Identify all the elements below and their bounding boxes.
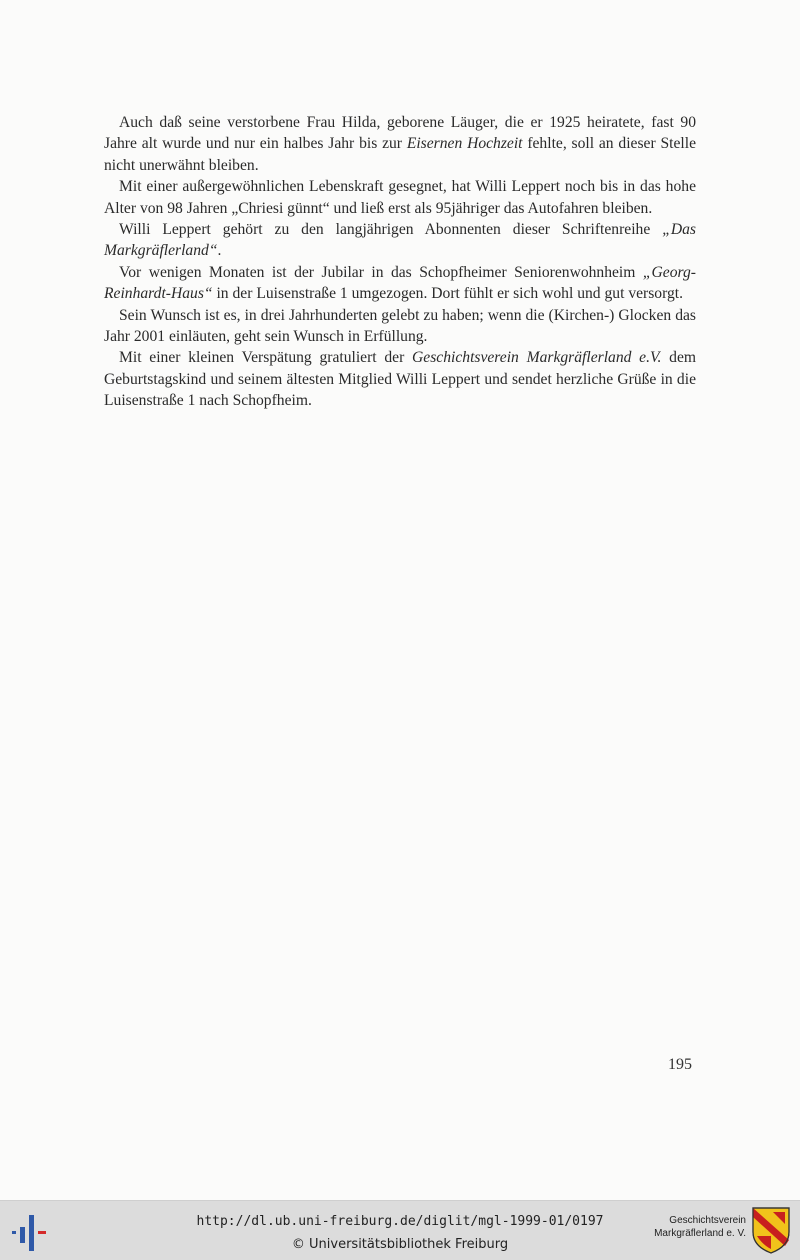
- italic-text: „Das Markgräflerland“: [104, 221, 696, 260]
- copyright-notice: © Universitätsbibliothek Freiburg: [291, 1237, 509, 1252]
- italic-text: Geschichtsverein Markgräflerland e.V.: [412, 349, 662, 367]
- text-run: Mit einer außergewöhnlichen Lebenskraft gesegnet, hat Willi Leppert noch bis in das hohe Alter von 98 Jahren „Chriesi günnt“ und ließ erst als 95jähriger das Autofahren bleiben.: [104, 178, 696, 217]
- paragraph: [104, 305, 696, 348]
- text-run: in der Luisenstraße 1 umgezogen. Dort fühlt er sich wohl und gut versorgt.: [212, 285, 684, 303]
- text-run: fehlte, soll an dieser Stelle nicht unerwähnt bleiben.: [104, 135, 696, 174]
- text-run: .: [217, 242, 222, 260]
- paragraph: [104, 347, 696, 411]
- text-run: Vor wenigen Monaten ist der Jubilar in das Schopfheimer Seniorenwohnheim: [119, 263, 643, 281]
- italic-text: Eisernen Hochzeit: [406, 135, 523, 153]
- society-name: [628, 1214, 746, 1240]
- footer-bar: [0, 1200, 800, 1260]
- text-run: Sein Wunsch ist es, in drei Jahrhunderten gelebt zu haben; wenn die (Kirchen-) Glocken das Jahr 2001 einläuten, geht sein Wunsch in Erfüllung.: [104, 306, 696, 346]
- page-number: 195: [668, 1056, 692, 1073]
- society-name-line2: Markgräflerland e. V.: [654, 1228, 746, 1239]
- coat-of-arms-icon: [751, 1206, 791, 1254]
- text-run: Auch daß seine verstorbene Frau Hilda, geborene Läuger, die er 1925 heiratete, fast 90 Jahre alt wurde und nur ein halbes Jahr bis zur: [104, 114, 696, 153]
- paragraph: [104, 176, 696, 219]
- text-run: Willi Leppert gehört zu den langjährigen Abonnenten dieser Schriftenreihe: [119, 221, 663, 239]
- text-run: Mit einer kleinen Verspätung gratuliert der: [119, 349, 413, 367]
- article-body: [104, 112, 696, 412]
- paragraph: [104, 112, 696, 176]
- italic-text: „Georg-Reinhardt-Haus“: [104, 263, 696, 303]
- paragraph: [104, 219, 696, 262]
- text-run: dem Geburtstagskind und seinem ältesten Mitglied Willi Leppert und sendet herzliche Grüße in die Luisenstraße 1 nach Schopfheim.: [104, 349, 697, 410]
- paragraph: [104, 262, 696, 305]
- document-url-link[interactable]: http://dl.ub.uni-freiburg.de/diglit/mgl-1999-01/0197: [196, 1214, 604, 1229]
- society-name-line1: Geschichtsverein: [669, 1215, 746, 1226]
